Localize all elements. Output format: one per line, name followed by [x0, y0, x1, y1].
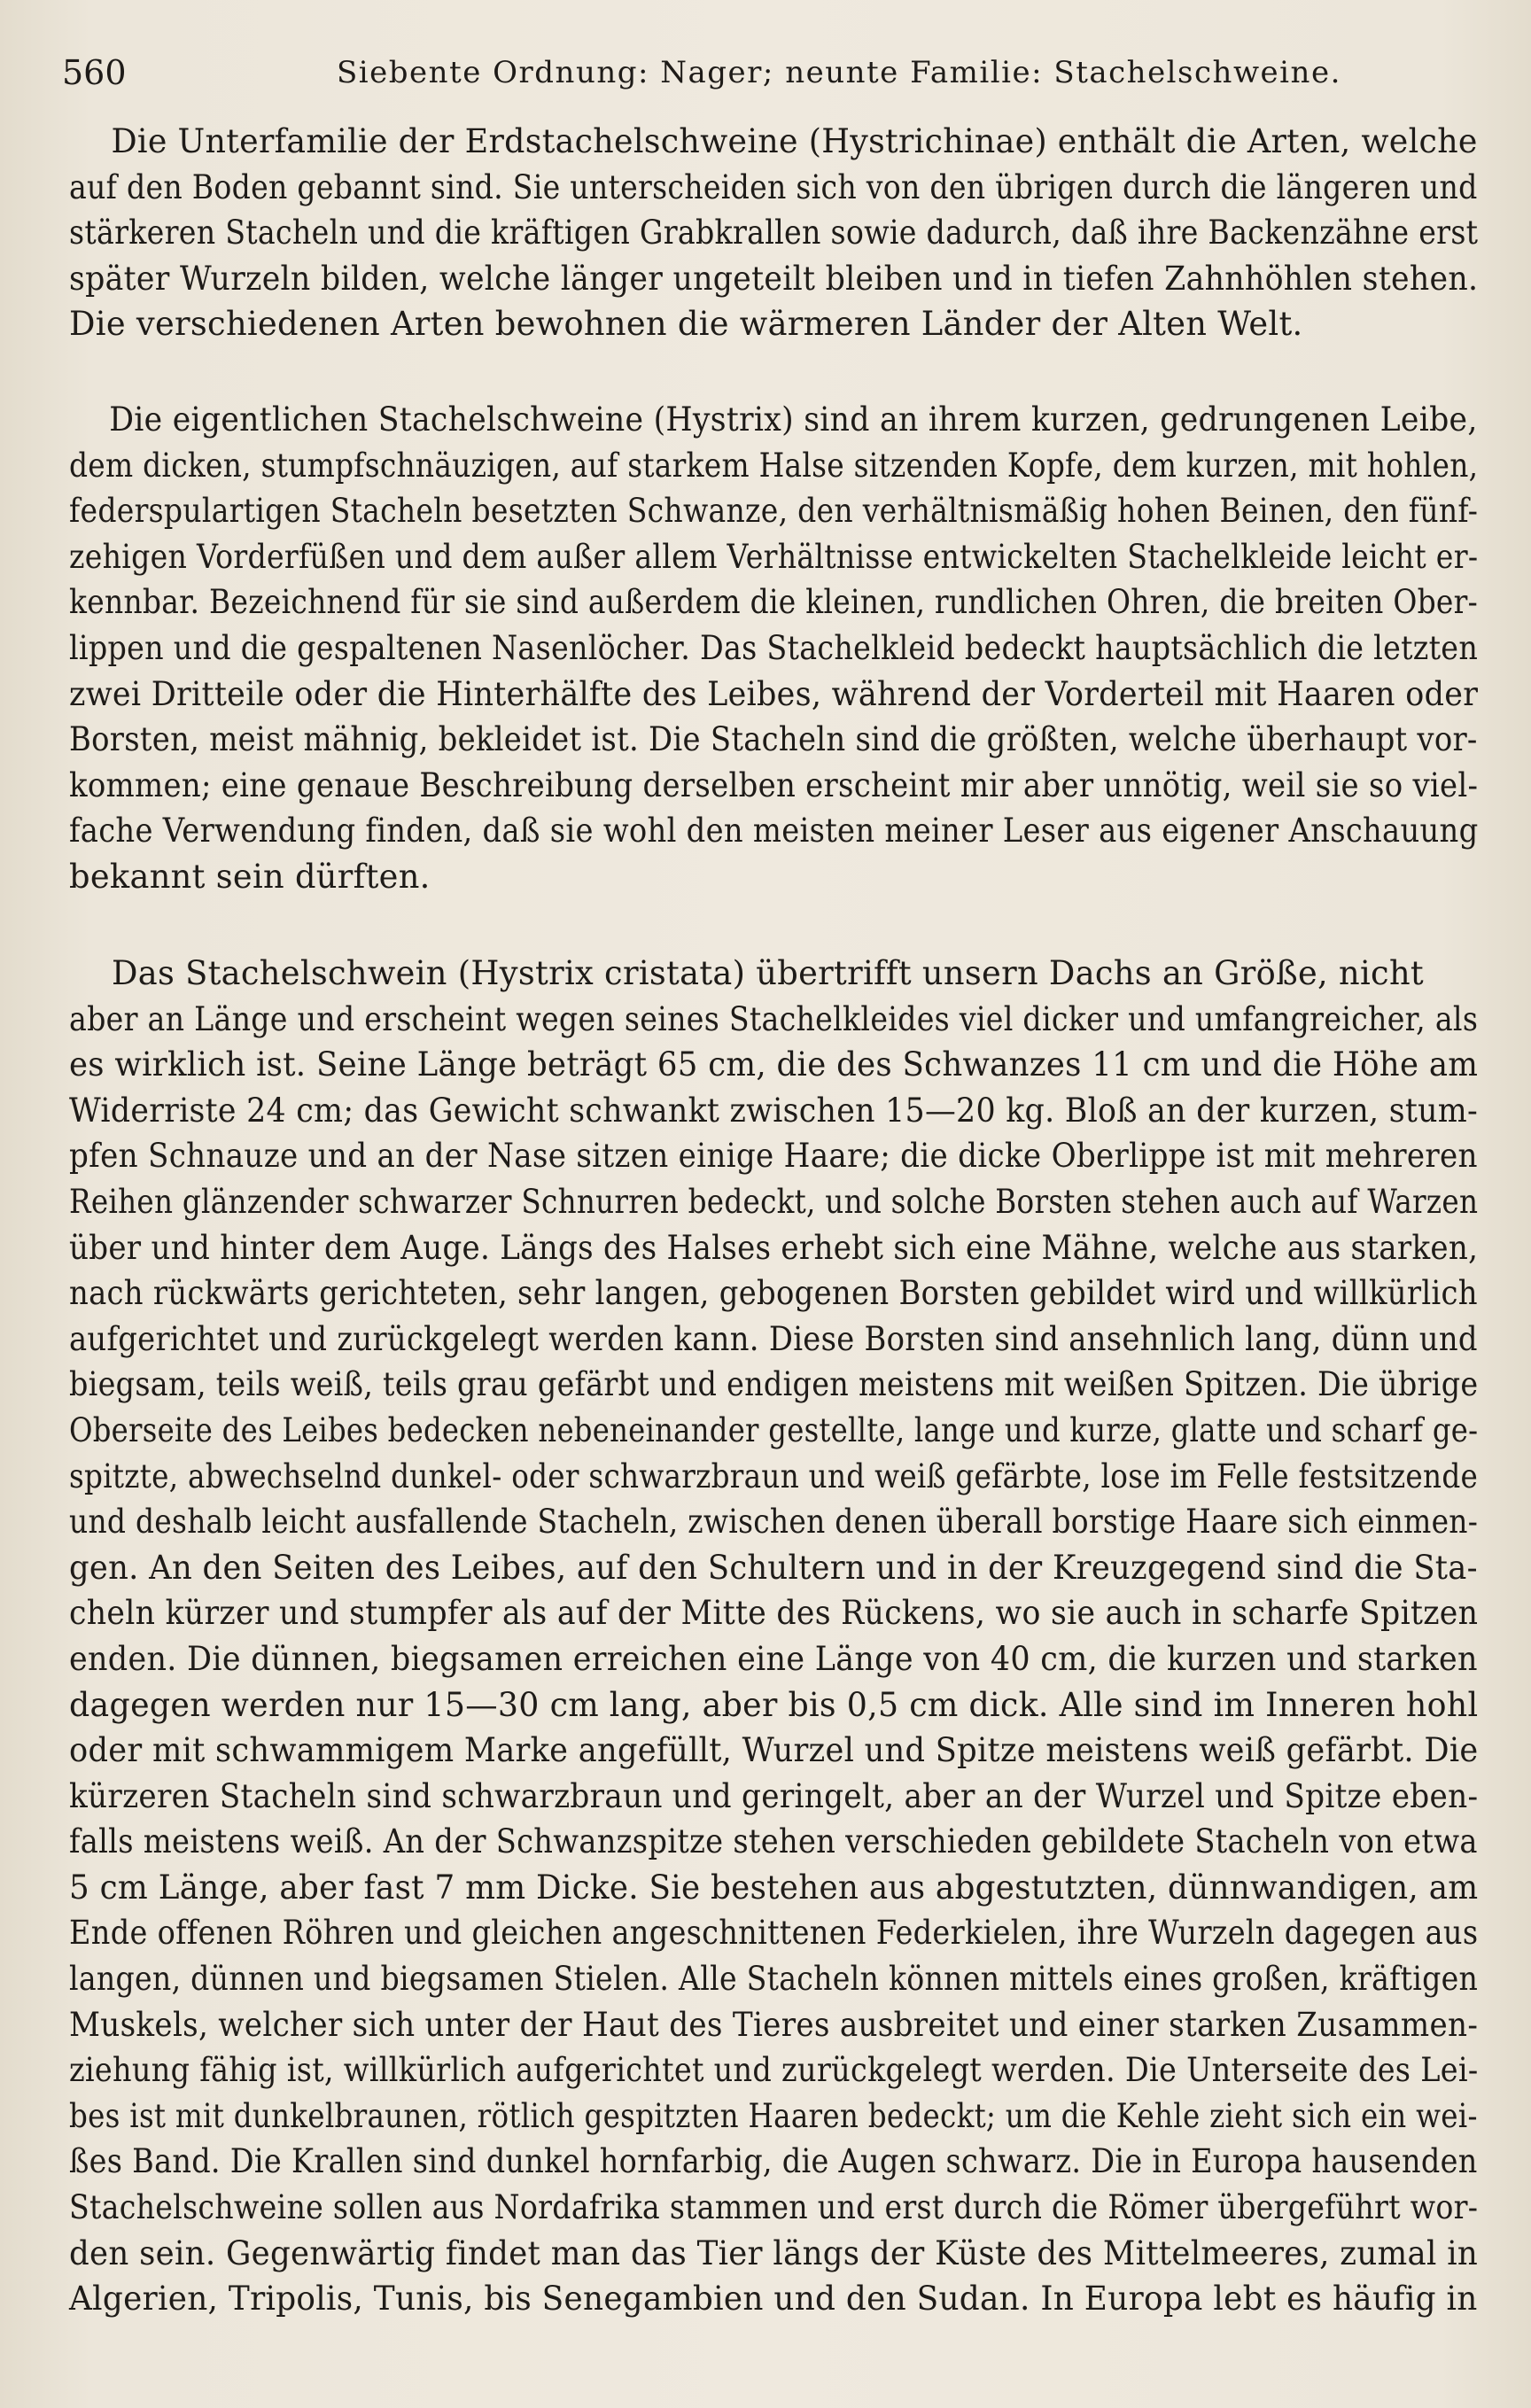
text-line: auf den Boden gebannt sind. Sie unterscheiden sich von den übrigen durch die längeren und [69, 167, 1478, 206]
text-line: aufgerichtet und zurückgelegt werden kann. Diese Borsten sind ansehnlich lang, dünn und [69, 1319, 1478, 1358]
text-line: später Wurzeln bilden, welche länger ungeteilt bleiben und in tiefen Zahnhöhlen stehen. [69, 259, 1479, 298]
text-line: über und hinter dem Auge. Längs des Halses erhebt sich eine Mähne, welche aus starken, [69, 1228, 1479, 1267]
text-line: Die eigentlichen Stachelschweine (Hystrix) sind an ihrem kurzen, gedrungenen Leibe, [69, 400, 1478, 439]
text-line: Algerien, Tripolis, Tunis, bis Senegambien und den Sudan. In Europa lebt es häufig in [69, 2280, 1478, 2319]
page-number: 560 [62, 53, 127, 92]
text-line: pfen Schnauze und an der Nase sitzen einige Haare; die dicke Oberlippe ist mit mehreren [69, 1137, 1478, 1176]
text-line: spitzte, abwechselnd dunkel- oder schwarzbraun und weiß gefärbte, lose im Felle festsitzende [69, 1456, 1479, 1495]
text-line: falls meistens weiß. An der Schwanzspitze stehen verschieden gebildete Stacheln von etwa [69, 1822, 1478, 1861]
text-line: kürzeren Stacheln sind schwarzbraun und geringelt, aber an der Wurzel und Spitze eben- [69, 1776, 1479, 1815]
text-line: kennbar. Bezeichnend für sie sind außerdem die kleinen, rundlichen Ohren, die breiten Ober- [69, 583, 1479, 622]
text-line: zehigen Vorderfüßen und dem außer allem Verhältnisse entwickelten Stachelkleide leicht er- [69, 537, 1479, 576]
running-head [62, 46, 1480, 99]
text-line: Stachelschweine sollen aus Nordafrika stammen und erst durch die Römer übergeführt wor- [69, 2188, 1479, 2227]
text-line: dem dicken, stumpfschnäuzigen, auf starkem Halse sitzenden Kopfe, dem kurzen, mit hohlen, [69, 446, 1479, 485]
text-line: Muskels, welcher sich unter der Haut des Tieres ausbreitet und einer starken Zusammen- [69, 2005, 1479, 2044]
text-line: Oberseite des Leibes bedecken nebeneinander gestellte, lange und kurze, glatte und scharf ge- [69, 1410, 1479, 1449]
text-line: Reihen glänzender schwarzer Schnurren bedeckt, und solche Borsten stehen auch auf Warzen [69, 1182, 1479, 1221]
text-line: bekannt sein dürften. [69, 857, 431, 896]
text-line: Die Unterfamilie der Erdstachelschweine (Hystrichinae) enthält die Arten, welche [69, 122, 1478, 160]
text-line: aber an Länge und erscheint wegen seines Stachelkleides viel dicker und umfangreicher, als [69, 999, 1479, 1038]
running-title: Siebente Ordnung: Nager; neunte Familie: Stachelschweine. [337, 55, 1341, 90]
text-line: nach rückwärts gerichteten, sehr langen, gebogenen Borsten gebildet wird und willkürlich [69, 1274, 1478, 1313]
text-line: langen, dünnen und biegsamen Stielen. Alle Stacheln können mittels eines großen, kräftigen [69, 1960, 1479, 1999]
text-line: kommen; eine genaue Beschreibung derselben erscheint mir aber unnötig, weil sie so viel- [69, 765, 1479, 804]
text-line: 5 cm Länge, aber fast 7 mm Dicke. Sie bestehen aus abgestutzten, dünnwandigen, am [69, 1868, 1479, 1907]
text-line: bes ist mit dunkelbraunen, rötlich gespitzten Haaren bedeckt; um die Kehle zieht sich ein wei- [69, 2096, 1478, 2135]
text-line: oder mit schwammigem Marke angefüllt, Wurzel und Spitze meistens weiß gefärbt. Die [69, 1731, 1479, 1770]
paragraph-hystrix [69, 397, 1487, 900]
text-line: enden. Die dünnen, biegsamen erreichen eine Länge von 40 cm, die kurzen und starken [69, 1639, 1478, 1678]
paragraph-erdstachelschweine [69, 119, 1487, 347]
text-line: lippen und die gespaltenen Nasenlöcher. Das Stachelkleid bedeckt hauptsächlich die letzten [69, 628, 1479, 667]
text-line: gen. An den Seiten des Leibes, auf den Schultern und in der Kreuzgegend sind die Sta- [69, 1548, 1478, 1587]
text-line: fache Verwendung finden, daß sie wohl den meisten meiner Leser aus eigener Anschauung [69, 812, 1479, 851]
text-line: federspulartigen Stacheln besetzten Schwanze, den verhältnismäßig hohen Beinen, den fünf- [69, 492, 1479, 531]
text-line: biegsam, teils weiß, teils grau gefärbt und endigen meistens mit weißen Spitzen. Die übrige [69, 1365, 1479, 1404]
text-line: cheln kürzer und stumpfer als auf der Mitte des Rückens, wo sie auch in scharfe Spitzen [69, 1594, 1479, 1633]
text-line: Ende offenen Röhren und gleichen angeschnittenen Federkielen, ihre Wurzeln dagegen aus [69, 1914, 1479, 1953]
text-line: und deshalb leicht ausfallende Stacheln, zwischen denen überall borstige Haare sich einmen- [69, 1503, 1479, 1542]
text-line: es wirklich ist. Seine Länge beträgt 65 cm, die des Schwanzes 11 cm und die Höhe am [69, 1045, 1479, 1084]
text-line: Widerriste 24 cm; das Gewicht schwankt zwischen 15—20 kg. Bloß an der kurzen, stum- [69, 1091, 1479, 1130]
text-line: Die verschiedenen Arten bewohnen die wärmeren Länder der Alten Welt. [69, 305, 1303, 344]
text-line: Das Stachelschwein (Hystrix cristata) übertrifft unsern Dachs an Größe, nicht [69, 954, 1425, 992]
text-line: zwei Dritteile oder die Hinterhälfte des Leibes, während der Vorderteil mit Haaren oder [69, 674, 1479, 713]
text-line: dagegen werden nur 15—30 cm lang, aber bis 0,5 cm dick. Alle sind im Inneren hohl [69, 1685, 1479, 1724]
text-line: ziehung fähig ist, willkürlich aufgerichtet und zurückgelegt werden. Die Unterseite des Lei- [69, 2051, 1479, 2090]
text-line: Borsten, meist mähnig, bekleidet ist. Die Stacheln sind die größten, welche überhaupt vor- [69, 720, 1478, 759]
text-line: ßes Band. Die Krallen sind dunkel hornfarbig, die Augen schwarz. Die in Europa hausenden [69, 2142, 1478, 2181]
text-line: stärkeren Stacheln und die kräftigen Grabkrallen sowie dadurch, daß ihre Backenzähne erst [69, 214, 1479, 252]
text-line: den sein. Gegenwärtig findet man das Tier längs der Küste des Mittelmeeres, zumal in [69, 2233, 1479, 2272]
paragraph-hystrix-cristata [69, 951, 1487, 2322]
